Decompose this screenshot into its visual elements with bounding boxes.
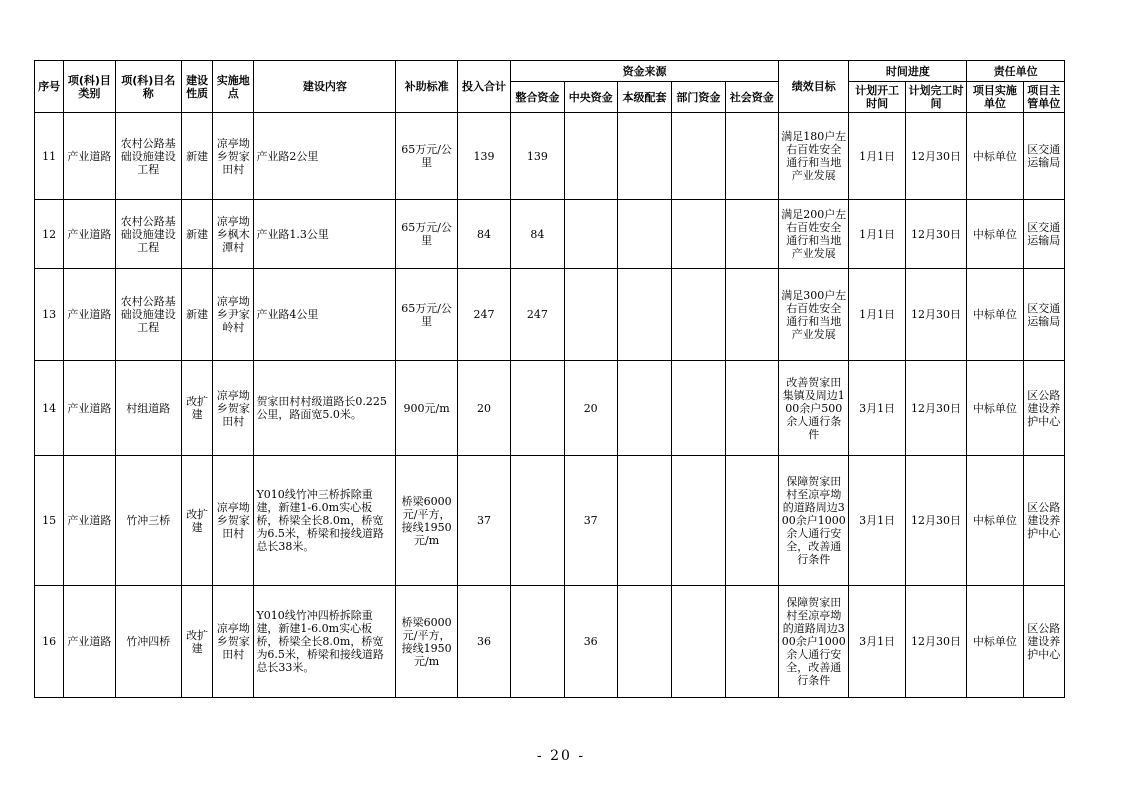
cell-mgr-unit: 区交通运输局 [1023,269,1064,361]
header-location: 实施地点 [213,61,254,113]
cell-nature: 改扩建 [181,586,212,698]
cell-impl-unit: 中标单位 [967,269,1023,361]
cell-subsidy: 900元/m [396,361,457,456]
cell-content: 产业路1.3公里 [254,200,396,269]
cell-fund-integrated [511,586,564,698]
cell-end: 12月30日 [905,200,966,269]
cell-performance: 满足200户左右百姓安全通行和当地产业发展 [778,200,848,269]
cell-total: 20 [457,361,510,456]
cell-fund-social [725,269,778,361]
header-category: 项(科)目类别 [64,61,115,113]
cell-nature: 新建 [181,200,212,269]
cell-content: 产业路2公里 [254,113,396,200]
cell-total: 36 [457,586,510,698]
cell-location: 凉亭坳乡贺家田村 [213,361,254,456]
cell-fund-central [564,269,617,361]
cell-seq: 13 [35,269,64,361]
header-fund-integrated: 整合资金 [511,82,564,113]
cell-end: 12月30日 [905,113,966,200]
header-fund-department: 部门资金 [672,82,725,113]
header-mgr-unit: 项目主管单位 [1023,82,1064,113]
cell-performance: 满足180户左右百姓安全通行和当地产业发展 [778,113,848,200]
header-nature: 建设性质 [181,61,212,113]
cell-performance: 改善贺家田集镇及周边100余户500余人通行条件 [778,361,848,456]
cell-subsidy: 桥梁6000元/平方，接线1950元/m [396,456,457,586]
table-row [35,269,1065,361]
page-number: - 20 - [536,748,586,764]
cell-location: 凉亭坳乡贺家田村 [213,456,254,586]
cell-impl-unit: 中标单位 [967,456,1023,586]
cell-nature: 新建 [181,113,212,200]
header-seq: 序号 [35,61,64,113]
cell-subsidy: 65万元/公里 [396,269,457,361]
cell-impl-unit: 中标单位 [967,200,1023,269]
cell-name: 竹冲三桥 [115,456,181,586]
table-row [35,361,1065,456]
header-performance: 绩效目标 [778,61,848,113]
project-table [34,60,1065,698]
cell-impl-unit: 中标单位 [967,113,1023,200]
cell-fund-department [672,586,725,698]
table-row [35,456,1065,586]
cell-total: 247 [457,269,510,361]
cell-end: 12月30日 [905,361,966,456]
cell-name: 农村公路基础设施建设工程 [115,113,181,200]
cell-fund-integrated: 84 [511,200,564,269]
cell-start: 3月1日 [849,586,905,698]
cell-nature: 改扩建 [181,456,212,586]
header-responsibility: 责任单位 [967,61,1065,82]
cell-fund-local [617,456,671,586]
cell-name: 农村公路基础设施建设工程 [115,200,181,269]
cell-performance: 满足300户左右百姓安全通行和当地产业发展 [778,269,848,361]
cell-fund-social [725,200,778,269]
cell-end: 12月30日 [905,269,966,361]
cell-category: 产业道路 [64,361,115,456]
cell-fund-central [564,200,617,269]
cell-end: 12月30日 [905,586,966,698]
cell-performance: 保障贺家田村至凉亭坳的道路周边300余户1000余人通行安全，改善通行条件 [778,586,848,698]
cell-total: 139 [457,113,510,200]
cell-category: 产业道路 [64,586,115,698]
header-subsidy: 补助标准 [396,61,457,113]
cell-start: 3月1日 [849,456,905,586]
cell-mgr-unit: 区交通运输局 [1023,113,1064,200]
cell-fund-department [672,361,725,456]
cell-content: Y010线竹冲三桥拆除重建，新建1-6.0m实心板桥，桥梁全长8.0m，桥宽为6.5米，桥梁和接线道路总长38米。 [254,456,396,586]
cell-category: 产业道路 [64,113,115,200]
cell-seq: 14 [35,361,64,456]
cell-location: 凉亭坳乡枫木潭村 [213,200,254,269]
cell-end: 12月30日 [905,456,966,586]
cell-fund-local [617,113,671,200]
cell-name: 村组道路 [115,361,181,456]
cell-category: 产业道路 [64,456,115,586]
cell-mgr-unit: 区公路建设养护中心 [1023,456,1064,586]
cell-mgr-unit: 区公路建设养护中心 [1023,586,1064,698]
header-name: 项(科)目名称 [115,61,181,113]
cell-fund-central: 37 [564,456,617,586]
cell-location: 凉亭坳乡尹家岭村 [213,269,254,361]
cell-mgr-unit: 区公路建设养护中心 [1023,361,1064,456]
cell-subsidy: 65万元/公里 [396,113,457,200]
header-funding-source: 资金来源 [511,61,779,82]
cell-nature: 改扩建 [181,361,212,456]
cell-fund-local [617,586,671,698]
cell-mgr-unit: 区交通运输局 [1023,200,1064,269]
cell-seq: 12 [35,200,64,269]
cell-fund-integrated [511,361,564,456]
cell-content: 产业路4公里 [254,269,396,361]
cell-fund-department [672,456,725,586]
cell-category: 产业道路 [64,269,115,361]
cell-seq: 16 [35,586,64,698]
cell-fund-social [725,113,778,200]
cell-start: 3月1日 [849,361,905,456]
cell-fund-social [725,456,778,586]
cell-nature: 新建 [181,269,212,361]
table-row [35,113,1065,200]
cell-fund-local [617,200,671,269]
cell-subsidy: 65万元/公里 [396,200,457,269]
cell-performance: 保障贺家田村至凉亭坳的道路周边300余户1000余人通行安全，改善通行条件 [778,456,848,586]
cell-name: 农村公路基础设施建设工程 [115,269,181,361]
cell-fund-department [672,200,725,269]
cell-total: 84 [457,200,510,269]
header-start-time: 计划开工时间 [849,82,905,113]
header-impl-unit: 项目实施单位 [967,82,1023,113]
cell-category: 产业道路 [64,200,115,269]
cell-seq: 11 [35,113,64,200]
header-content: 建设内容 [254,61,396,113]
cell-location: 凉亭坳乡贺家田村 [213,113,254,200]
cell-fund-local [617,361,671,456]
cell-start: 1月1日 [849,200,905,269]
cell-seq: 15 [35,456,64,586]
cell-fund-central: 36 [564,586,617,698]
header-schedule: 时间进度 [849,61,967,82]
table-row [35,200,1065,269]
cell-start: 1月1日 [849,113,905,200]
cell-fund-local [617,269,671,361]
cell-content: 贺家田村村级道路长0.225公里，路面宽5.0米。 [254,361,396,456]
table-row [35,586,1065,698]
header-row-1 [35,61,1065,82]
cell-content: Y010线竹冲四桥拆除重建，新建1-6.0m实心板桥，桥梁全长8.0m，桥宽为6.5米，桥梁和接线道路总长33米。 [254,586,396,698]
cell-fund-department [672,113,725,200]
header-fund-social: 社会资金 [725,82,778,113]
cell-fund-integrated [511,456,564,586]
cell-fund-integrated: 247 [511,269,564,361]
cell-fund-social [725,361,778,456]
cell-impl-unit: 中标单位 [967,361,1023,456]
header-fund-local: 本级配套 [617,82,671,113]
header-fund-central: 中央资金 [564,82,617,113]
cell-fund-integrated: 139 [511,113,564,200]
cell-impl-unit: 中标单位 [967,586,1023,698]
cell-name: 竹冲四桥 [115,586,181,698]
cell-fund-department [672,269,725,361]
cell-start: 1月1日 [849,269,905,361]
header-total: 投入合计 [457,61,510,113]
cell-fund-central: 20 [564,361,617,456]
cell-fund-social [725,586,778,698]
cell-total: 37 [457,456,510,586]
cell-fund-central [564,113,617,200]
cell-location: 凉亭坳乡贺家田村 [213,586,254,698]
cell-subsidy: 桥梁6000元/平方，接线1950元/m [396,586,457,698]
header-end-time: 计划完工时间 [905,82,966,113]
